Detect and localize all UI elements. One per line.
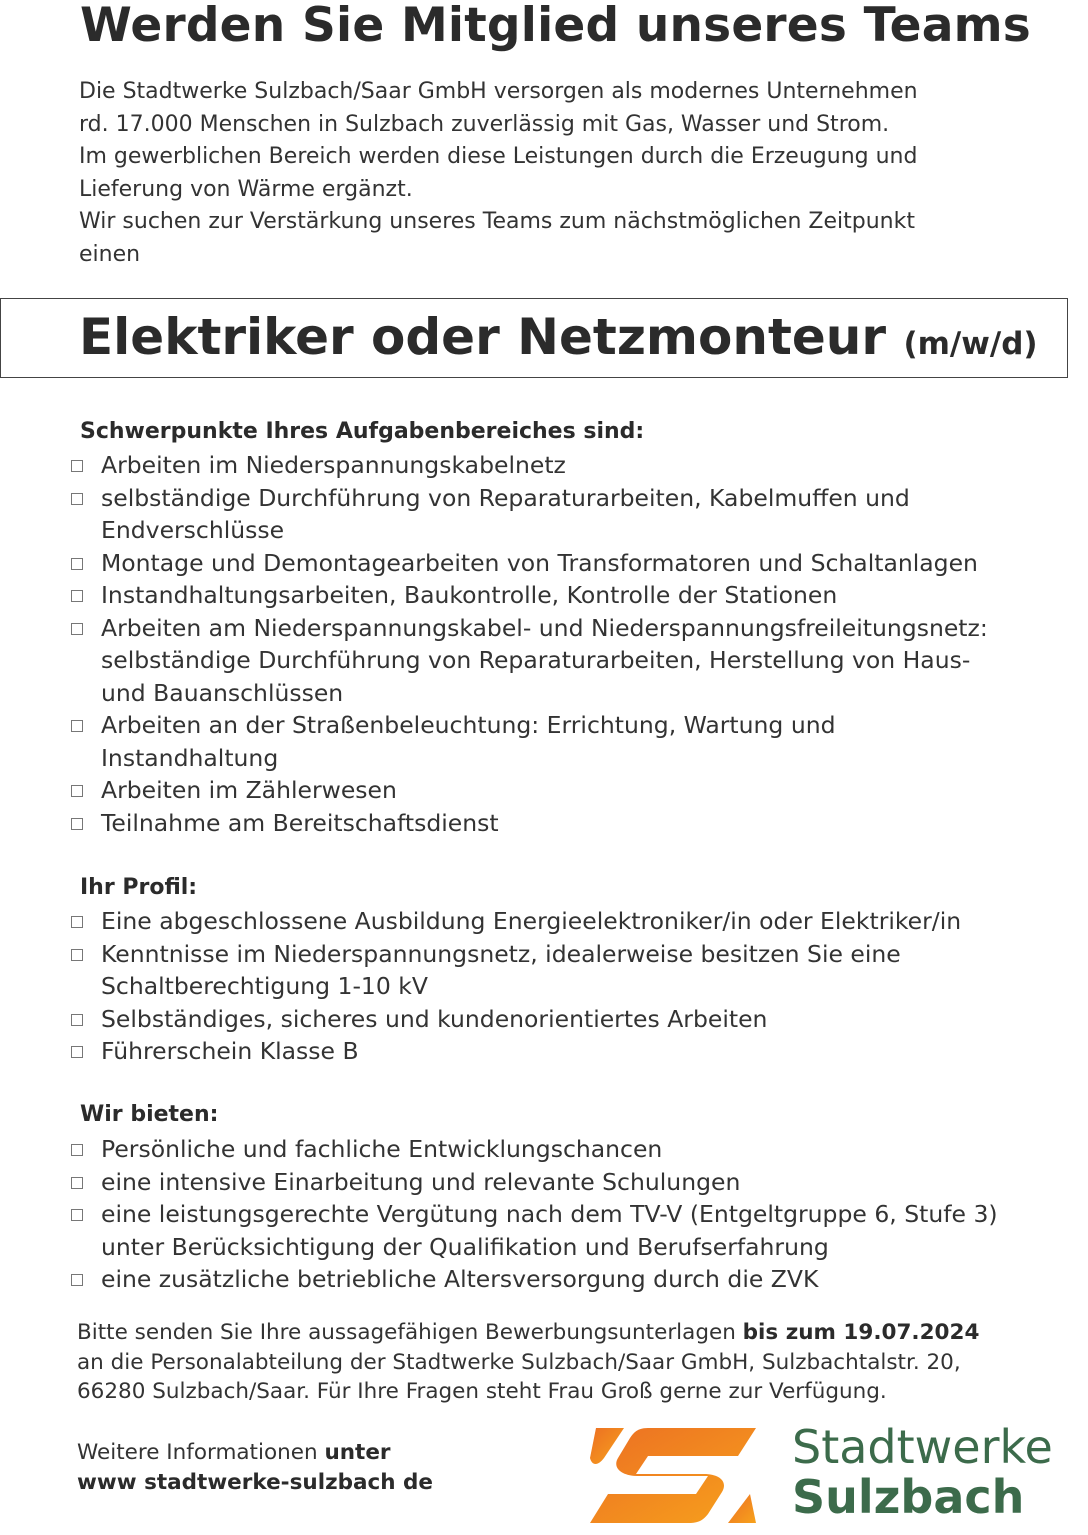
list-item xyxy=(68,547,1086,580)
website-url: www stadtwerke-sulzbach de xyxy=(77,1470,433,1495)
list-item-text: Montage und Demontagearbeiten von Transformatoren und Schaltanlagen xyxy=(101,548,978,577)
more-info-text: Weitere Informationen xyxy=(77,1440,325,1465)
intro-line: Die Stadtwerke Sulzbach/Saar GmbH versorgen als modernes Unternehmen xyxy=(79,79,918,104)
intro-line: Im gewerblichen Bereich werden diese Leistungen durch die Erzeugung und xyxy=(79,144,918,169)
checkbox-bullet-icon xyxy=(71,460,83,472)
list-item xyxy=(68,709,1086,774)
list-item xyxy=(68,579,1086,612)
list-item xyxy=(68,1198,1086,1263)
list-item-text: Führerschein Klasse B xyxy=(101,1037,359,1065)
checkbox-bullet-icon xyxy=(71,1209,83,1221)
intro-line: Lieferung von Wärme ergänzt. xyxy=(79,176,413,202)
list-item xyxy=(68,1133,1086,1166)
tasks-heading: Schwerpunkte Ihres Aufgabenbereiches sind: xyxy=(80,419,645,444)
list-item-text: eine leistungsgerechte Vergütung nach dem TV-V (Entgeltgruppe 6, Stufe 3) xyxy=(101,1200,998,1228)
more-info xyxy=(77,1438,433,1498)
checkbox-bullet-icon xyxy=(71,493,83,505)
offer-heading: Wir bieten: xyxy=(80,1102,219,1127)
checkbox-bullet-icon xyxy=(71,949,83,961)
checkbox-bullet-icon xyxy=(71,1177,83,1189)
list-item-text: Arbeiten im Niederspannungskabelnetz xyxy=(101,451,566,479)
list-item-text: Arbeiten im Zählerwesen xyxy=(101,776,397,804)
list-item xyxy=(68,938,1086,1003)
list-item-text: Selbständiges, sicheres und kundenorientiertes Arbeiten xyxy=(101,1004,768,1033)
job-title-text: Elektriker oder Netzmonteur xyxy=(79,308,887,366)
list-item xyxy=(68,1166,1086,1199)
list-item-text: Instandhaltung xyxy=(101,743,279,772)
list-item-text: Arbeiten am Niederspannungskabel- und Niederspannungsfreileitungsnetz: xyxy=(101,613,988,642)
list-item xyxy=(68,807,1086,840)
checkbox-bullet-icon xyxy=(71,1014,83,1026)
checkbox-bullet-icon xyxy=(71,558,83,570)
list-item xyxy=(68,1035,1086,1068)
list-item xyxy=(68,774,1086,807)
intro-line: rd. 17.000 Menschen in Sulzbach zuverlässig mit Gas, Wasser und Strom. xyxy=(79,111,890,137)
tasks-list xyxy=(68,449,1086,839)
checkbox-bullet-icon xyxy=(71,818,83,830)
list-item-text: Teilnahme am Bereitschaftsdienst xyxy=(101,808,499,837)
list-item-text: Instandhaltungsarbeiten, Baukontrolle, Kontrolle der Stationen xyxy=(101,581,838,609)
profile-list xyxy=(68,905,1086,1068)
list-item-text: eine intensive Einarbeitung und relevante Schulungen xyxy=(101,1167,741,1196)
list-item xyxy=(68,482,1086,547)
intro-line: einen xyxy=(79,241,141,267)
brand-line-1: Stadtwerke xyxy=(792,1420,1053,1474)
checkbox-bullet-icon xyxy=(71,916,83,928)
list-item xyxy=(68,1003,1086,1036)
list-item-text: und Bauanschlüssen xyxy=(101,678,344,707)
brand-wordmark xyxy=(792,1422,1053,1522)
list-item-text: selbständige Durchführung von Reparaturarbeiten, Herstellung von Haus- xyxy=(101,646,971,674)
closing-text: Bitte senden Sie Ihre aussagefähigen Bewerbungsunterlagen xyxy=(77,1320,743,1345)
intro-paragraph xyxy=(79,76,1039,271)
website-link[interactable] xyxy=(77,1468,433,1498)
profile-heading: Ihr Profil: xyxy=(80,875,198,900)
list-item-text: Kenntnisse im Niederspannungsnetz, idealerweise besitzen Sie eine xyxy=(101,939,901,968)
checkbox-bullet-icon xyxy=(71,1274,83,1286)
more-info-line xyxy=(77,1438,433,1468)
closing-line-2: an die Personalabteilung der Stadtwerke Sulzbach/Saar GmbH, Sulzbachtalstr. 20, xyxy=(77,1349,961,1375)
list-item-text: Eine abgeschlossene Ausbildung Energieelektroniker/in oder Elektriker/in xyxy=(101,907,962,935)
checkbox-bullet-icon xyxy=(71,720,83,732)
closing-line-3: 66280 Sulzbach/Saar. Für Ihre Fragen steht Frau Groß gerne zur Verfügung. xyxy=(77,1379,887,1404)
page-headline: Werden Sie Mitglied unseres Teams xyxy=(80,0,1031,53)
offer-list xyxy=(68,1133,1086,1296)
list-item-text: Arbeiten an der Straßenbeleuchtung: Errichtung, Wartung und xyxy=(101,711,836,739)
intro-line: Wir suchen zur Verstärkung unseres Teams zum nächstmöglichen Zeitpunkt xyxy=(79,209,915,234)
list-item xyxy=(68,612,1086,710)
list-item-text: Persönliche und fachliche Entwicklungschancen xyxy=(101,1135,663,1163)
more-info-unter: unter xyxy=(324,1440,391,1465)
list-item xyxy=(68,905,1086,938)
job-title xyxy=(79,305,1038,376)
checkbox-bullet-icon xyxy=(71,590,83,602)
list-item-text: unter Berücksichtigung der Qualifikation und Berufserfahrung xyxy=(101,1232,829,1261)
stadtwerke-logo-icon xyxy=(588,1426,758,1524)
application-instructions xyxy=(77,1318,1077,1407)
list-item-text: selbständige Durchführung von Reparaturarbeiten, Kabelmuffen und xyxy=(101,483,910,512)
list-item xyxy=(68,1263,1086,1296)
job-title-suffix: (m/w/d) xyxy=(903,326,1038,362)
list-item-text: Schaltberechtigung 1-10 kV xyxy=(101,972,428,1000)
closing-line-1 xyxy=(77,1318,1077,1348)
checkbox-bullet-icon xyxy=(71,1046,83,1058)
checkbox-bullet-icon xyxy=(71,623,83,635)
deadline: bis zum 19.07.2024 xyxy=(742,1320,980,1345)
list-item-text: eine zusätzliche betriebliche Altersversorgung durch die ZVK xyxy=(101,1265,819,1293)
list-item xyxy=(68,449,1086,482)
checkbox-bullet-icon xyxy=(71,1144,83,1156)
brand-line-2: Sulzbach xyxy=(792,1470,1025,1524)
list-item-text: Endverschlüsse xyxy=(101,516,285,544)
checkbox-bullet-icon xyxy=(71,785,83,797)
